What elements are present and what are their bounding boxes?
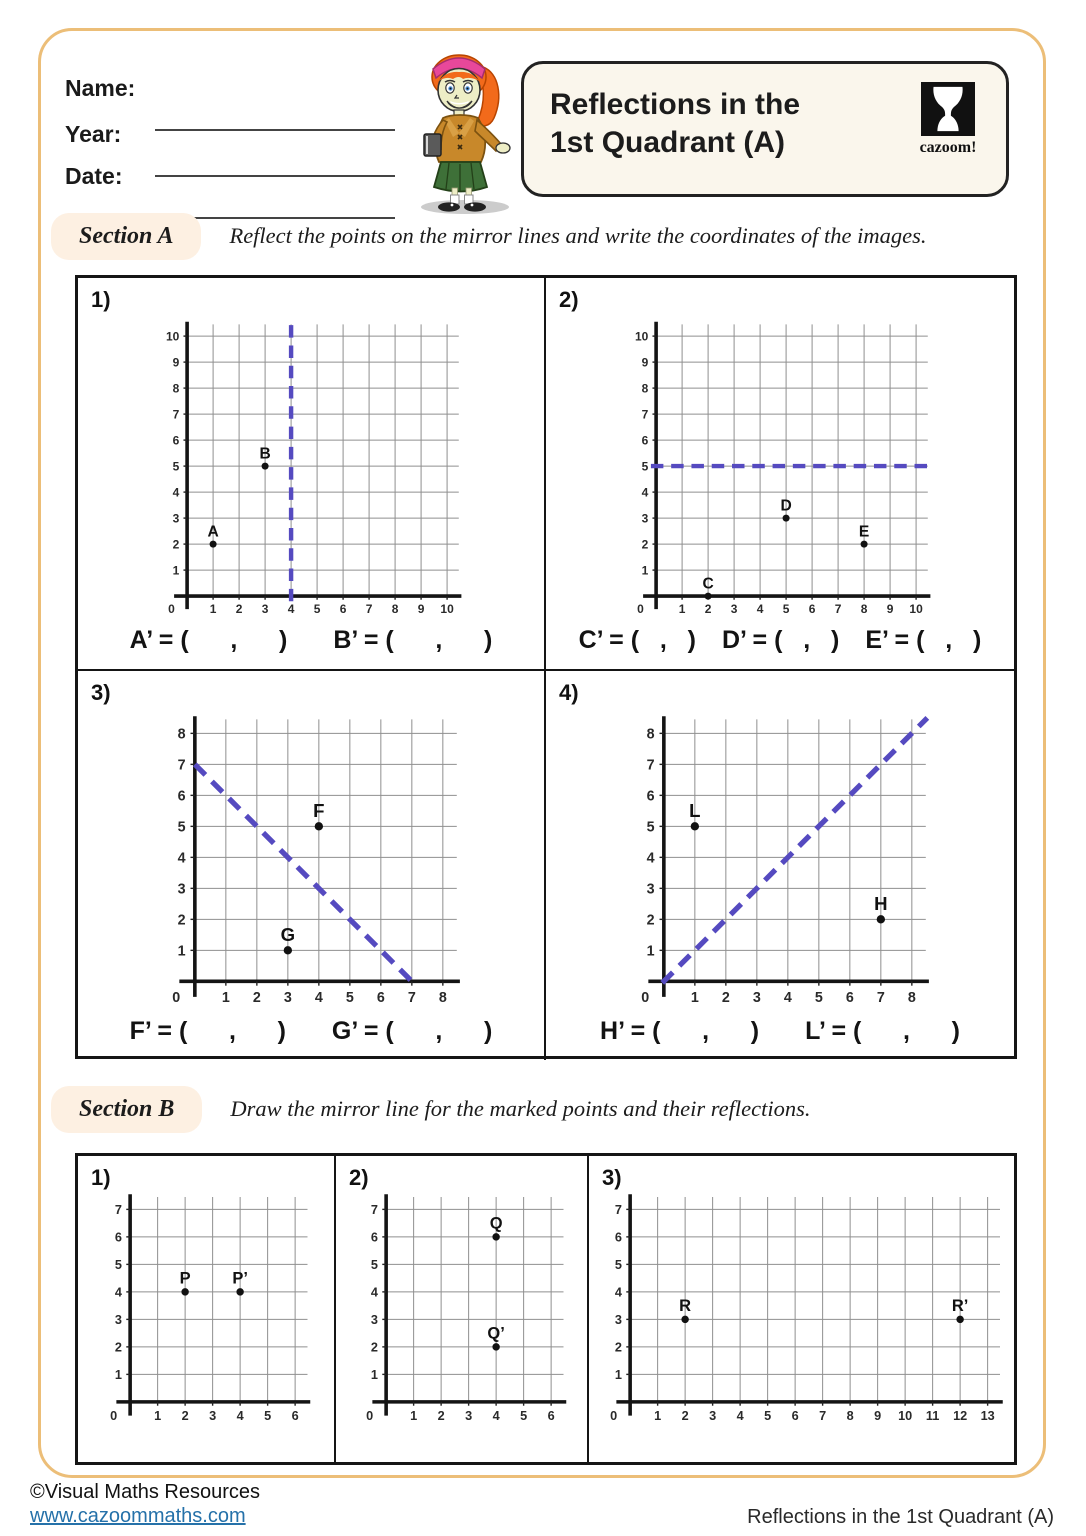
svg-text:2: 2 (370, 1340, 378, 1355)
section-a-instruction: Reflect the points on the mirror lines and write the coordinates of the images. (229, 223, 927, 248)
cazoom-logo-text: cazoom! (919, 139, 977, 156)
svg-text:3: 3 (173, 511, 180, 526)
svg-text:1: 1 (642, 563, 649, 578)
svg-text:0: 0 (637, 602, 645, 617)
year-label: Year: (65, 121, 122, 147)
svg-text:8: 8 (642, 381, 649, 396)
answer-blank: C’ = ( , ) (578, 626, 696, 654)
svg-text:5: 5 (115, 1258, 123, 1273)
svg-text:3: 3 (464, 1409, 472, 1424)
svg-text:6: 6 (547, 1409, 555, 1424)
svg-text:0: 0 (168, 602, 176, 617)
svg-text:6: 6 (340, 602, 347, 617)
svg-text:12: 12 (952, 1409, 967, 1424)
svg-text:4: 4 (370, 1285, 378, 1300)
svg-text:8: 8 (861, 602, 868, 617)
svg-text:2: 2 (614, 1340, 622, 1355)
svg-text:8: 8 (907, 989, 916, 1006)
answer-blank: F’ = ( , ) (129, 1017, 286, 1045)
answer-blank: E’ = ( , ) (865, 626, 982, 654)
section-a-label: Section A (51, 213, 201, 260)
coordinate-grid (152, 314, 469, 626)
svg-text:7: 7 (818, 1409, 826, 1424)
svg-text:9: 9 (642, 355, 649, 370)
svg-text:6: 6 (173, 433, 180, 448)
svg-text:0: 0 (172, 989, 181, 1006)
footer-copyright: ©Visual Maths Resources (30, 1481, 261, 1503)
svg-text:6: 6 (646, 788, 655, 805)
problem-number: 1) (91, 1165, 111, 1190)
problem-cell (78, 671, 546, 1060)
answer-blank: B’ = ( , ) (333, 626, 493, 654)
svg-text:P: P (179, 1269, 191, 1288)
svg-text:5: 5 (519, 1409, 527, 1424)
svg-text:6: 6 (791, 1409, 799, 1424)
svg-text:1: 1 (177, 943, 186, 960)
svg-text:1: 1 (210, 602, 217, 617)
svg-text:3: 3 (177, 881, 186, 898)
svg-text:4: 4 (757, 602, 764, 617)
svg-text:5: 5 (173, 459, 180, 474)
svg-text:5: 5 (783, 602, 790, 617)
svg-text:10: 10 (897, 1409, 912, 1424)
svg-text:6: 6 (845, 989, 854, 1006)
date-label: Date: (65, 163, 123, 189)
svg-text:Q’: Q’ (487, 1324, 505, 1343)
worksheet-title (550, 86, 800, 162)
problem-cell (78, 1156, 336, 1462)
svg-text:9: 9 (173, 355, 180, 370)
coordinate-grid (621, 314, 938, 626)
svg-text:1: 1 (679, 602, 686, 617)
svg-text:2: 2 (115, 1340, 123, 1355)
svg-text:3: 3 (642, 511, 649, 526)
problem-cell (589, 1156, 1014, 1462)
coordinate-grid (349, 1186, 575, 1434)
svg-text:9: 9 (887, 602, 894, 617)
section-b-instruction: Draw the mirror line for the marked points and their reflections. (230, 1096, 811, 1121)
worksheet-title-box (521, 61, 1009, 197)
svg-text:8: 8 (177, 726, 186, 743)
cazoom-logo-icon (921, 82, 975, 136)
svg-text:3: 3 (283, 989, 292, 1006)
svg-text:4: 4 (783, 989, 792, 1006)
answer-blank: A’ = ( , ) (129, 626, 288, 654)
svg-text:8: 8 (646, 726, 655, 743)
svg-text:1: 1 (154, 1409, 162, 1424)
svg-text:2: 2 (681, 1409, 689, 1424)
svg-text:1: 1 (173, 563, 180, 578)
svg-text:4: 4 (642, 485, 649, 500)
svg-text:2: 2 (646, 912, 655, 929)
svg-text:H: H (874, 893, 888, 915)
section-a-problems-box (75, 275, 1017, 1059)
coordinate-grid (153, 707, 469, 1017)
svg-text:L: L (689, 800, 701, 822)
name-line (155, 129, 395, 131)
svg-text:5: 5 (642, 459, 649, 474)
coordinate-grid (593, 1186, 1011, 1434)
answer-blank: D’ = ( , ) (721, 626, 840, 654)
svg-text:C: C (702, 575, 715, 593)
svg-text:8: 8 (173, 381, 180, 396)
svg-text:13: 13 (980, 1409, 995, 1424)
answer-blank: G’ = ( , ) (331, 1017, 493, 1045)
svg-text:7: 7 (370, 1203, 378, 1218)
problem-cell (546, 671, 1014, 1060)
svg-text:E: E (859, 523, 870, 541)
coordinate-grid (622, 707, 938, 1017)
year-line (155, 175, 395, 177)
svg-text:8: 8 (392, 602, 399, 617)
svg-text:2: 2 (642, 537, 649, 552)
svg-text:2: 2 (236, 602, 243, 617)
svg-text:2: 2 (437, 1409, 445, 1424)
svg-text:3: 3 (370, 1313, 378, 1328)
svg-text:6: 6 (370, 1230, 378, 1245)
svg-text:0: 0 (365, 1409, 373, 1424)
svg-text:4: 4 (614, 1285, 622, 1300)
answer-row (579, 626, 982, 655)
svg-text:3: 3 (708, 1409, 716, 1424)
svg-text:6: 6 (614, 1230, 622, 1245)
svg-text:8: 8 (438, 989, 447, 1006)
svg-text:A: A (207, 523, 220, 541)
problem-cell (546, 278, 1014, 671)
problem-number: 3) (602, 1165, 622, 1190)
svg-text:5: 5 (814, 989, 823, 1006)
svg-text:F: F (313, 800, 325, 822)
svg-text:P’: P’ (232, 1269, 249, 1288)
problem-cell (336, 1156, 589, 1462)
svg-text:10: 10 (166, 329, 180, 344)
svg-text:R: R (678, 1297, 691, 1316)
svg-text:4: 4 (288, 602, 295, 617)
svg-text:10: 10 (440, 602, 455, 617)
svg-text:5: 5 (763, 1409, 771, 1424)
svg-text:10: 10 (635, 329, 649, 344)
svg-text:4: 4 (736, 1409, 744, 1424)
svg-text:B: B (259, 445, 272, 463)
svg-text:3: 3 (614, 1313, 622, 1328)
svg-text:3: 3 (646, 881, 655, 898)
problem-cell (78, 278, 546, 671)
svg-text:6: 6 (177, 788, 186, 805)
svg-text:5: 5 (264, 1409, 272, 1424)
svg-text:0: 0 (110, 1409, 118, 1424)
page-border-frame (38, 28, 1046, 1478)
svg-text:4: 4 (492, 1409, 500, 1424)
section-b-problems-box (75, 1153, 1017, 1465)
svg-text:1: 1 (690, 989, 699, 1006)
name-label: Name: (65, 75, 136, 101)
svg-text:6: 6 (809, 602, 816, 617)
svg-text:7: 7 (835, 602, 842, 617)
svg-text:5: 5 (314, 602, 321, 617)
svg-text:4: 4 (115, 1285, 123, 1300)
svg-text:9: 9 (418, 602, 425, 617)
svg-text:10: 10 (909, 602, 924, 617)
svg-text:1: 1 (614, 1368, 622, 1383)
answer-blank: L’ = ( , ) (805, 1017, 960, 1045)
problem-number: 4) (559, 680, 579, 705)
svg-text:6: 6 (291, 1409, 299, 1424)
svg-text:5: 5 (345, 989, 354, 1006)
svg-text:7: 7 (115, 1203, 123, 1218)
svg-text:7: 7 (407, 989, 416, 1006)
svg-text:D: D (780, 497, 793, 515)
svg-text:5: 5 (177, 819, 186, 836)
svg-text:0: 0 (641, 989, 650, 1006)
svg-text:1: 1 (646, 943, 655, 960)
section-b-label: Section B (51, 1086, 202, 1133)
svg-text:7: 7 (173, 407, 180, 422)
svg-text:7: 7 (177, 757, 186, 774)
worksheet-title-line1: Reflections in the (550, 88, 801, 121)
svg-text:2: 2 (252, 989, 261, 1006)
svg-text:8: 8 (846, 1409, 854, 1424)
coordinate-grid (93, 1186, 319, 1434)
worksheet-title-line2: 1st Quadrant (A) (550, 126, 786, 159)
svg-text:2: 2 (721, 989, 730, 1006)
svg-text:2: 2 (181, 1409, 189, 1424)
svg-text:6: 6 (376, 989, 385, 1006)
svg-text:Q: Q (489, 1214, 503, 1233)
svg-text:4: 4 (177, 850, 186, 867)
svg-text:2: 2 (705, 602, 712, 617)
problem-number: 2) (559, 287, 579, 312)
svg-text:3: 3 (209, 1409, 217, 1424)
svg-text:5: 5 (614, 1258, 622, 1273)
svg-text:4: 4 (236, 1409, 244, 1424)
svg-text:6: 6 (642, 433, 649, 448)
svg-text:5: 5 (370, 1258, 378, 1273)
student-cartoon-illustration (397, 41, 529, 219)
problem-number: 1) (91, 287, 111, 312)
svg-text:4: 4 (646, 850, 655, 867)
svg-text:1: 1 (409, 1409, 417, 1424)
footer-doc-title: Reflections in the 1st Quadrant (A) (747, 1506, 1054, 1528)
svg-text:3: 3 (115, 1313, 123, 1328)
svg-text:2: 2 (177, 912, 186, 929)
footer-link[interactable]: www.cazoommaths.com (30, 1505, 246, 1527)
svg-text:7: 7 (876, 989, 885, 1006)
svg-text:7: 7 (614, 1203, 622, 1218)
svg-text:1: 1 (370, 1368, 378, 1383)
svg-text:11: 11 (925, 1409, 939, 1424)
svg-text:9: 9 (873, 1409, 881, 1424)
problem-number: 2) (349, 1165, 369, 1190)
svg-text:5: 5 (646, 819, 655, 836)
cazoom-logo (912, 82, 984, 157)
svg-text:4: 4 (173, 485, 180, 500)
svg-text:R’: R’ (951, 1297, 968, 1316)
svg-text:4: 4 (314, 989, 323, 1006)
svg-text:2: 2 (173, 537, 180, 552)
answer-row (130, 626, 493, 655)
answer-row (130, 1017, 493, 1046)
svg-text:6: 6 (115, 1230, 123, 1245)
svg-text:3: 3 (752, 989, 761, 1006)
svg-text:7: 7 (366, 602, 373, 617)
svg-text:1: 1 (221, 989, 230, 1006)
svg-text:1: 1 (115, 1368, 123, 1383)
svg-text:3: 3 (262, 602, 269, 617)
svg-text:7: 7 (642, 407, 649, 422)
svg-text:G: G (280, 924, 295, 946)
answer-row (600, 1017, 960, 1046)
svg-text:0: 0 (609, 1409, 617, 1424)
answer-blank: H’ = ( , ) (600, 1017, 760, 1045)
svg-text:3: 3 (731, 602, 738, 617)
svg-text:7: 7 (646, 757, 655, 774)
svg-text:1: 1 (653, 1409, 661, 1424)
problem-number: 3) (91, 680, 111, 705)
